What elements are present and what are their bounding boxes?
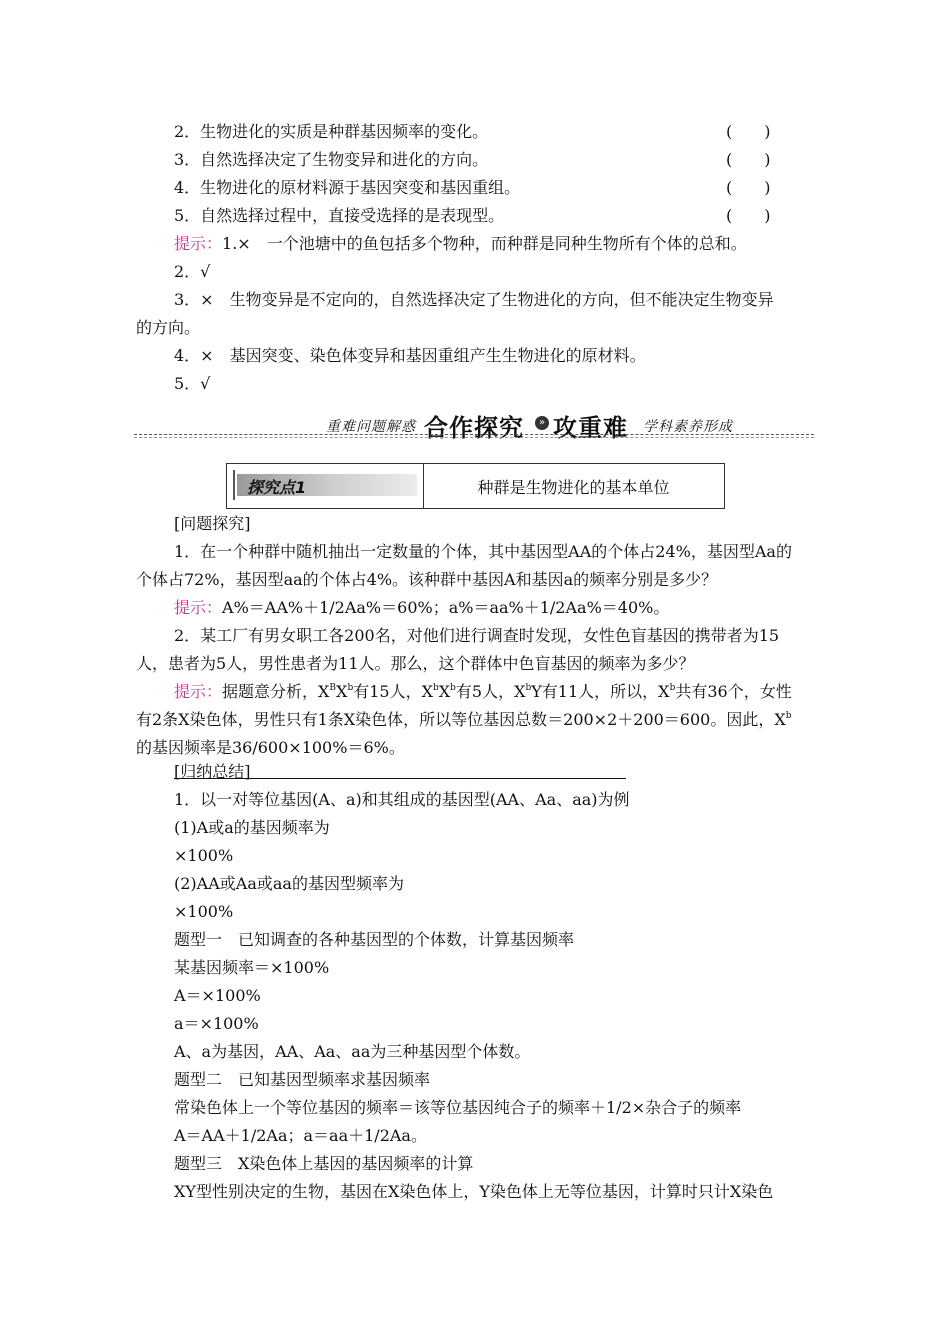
divider — [174, 778, 626, 779]
question-line: 2．某工厂有男女职工各200名，对他们进行调查时发现，女性色盲基因的携带者为15 — [174, 626, 780, 645]
hint-label: 提示： — [174, 234, 223, 253]
summary-line: XY型性别决定的生物，基因在X染色体上，Y染色体上无等位基因，计算时只计X染色 — [174, 1182, 774, 1201]
summary-line: (2)AA或Aa或aa的基因型频率为 — [174, 874, 404, 893]
chevron-right-icon: » — [535, 416, 549, 430]
hint-line: 有2条X染色体，男性只有1条X染色体，所以等位基因总数＝200×2＋200＝600。因此，$X^b$ — [136, 710, 792, 729]
answer-paren: ( ) — [726, 178, 771, 197]
hint-line: 的方向。 — [136, 318, 201, 337]
summary-line: 常染色体上一个等位基因的频率＝该等位基因纯合子的频率＋1/2×杂合子的频率 — [174, 1098, 742, 1117]
summary-line: ×100% — [174, 846, 234, 865]
divider — [134, 434, 814, 435]
hint-line: 提示：1.× 一个池塘中的鱼包括多个物种，而种群是同种生物所有个体的总和。 — [174, 234, 747, 253]
judge-item: 5．自然选择过程中，直接受选择的是表现型。 — [174, 206, 505, 225]
hint-line: 5．√ — [174, 374, 211, 393]
question-line: 个体占72%，基因型aa的个体占4%。该种群中基因A和基因a的频率分别是多少？ — [136, 570, 718, 589]
question-line: 人，患者为5人，男性患者为11人。那么，这个群体中色盲基因的频率为多少？ — [136, 654, 695, 673]
hint-line: 2．√ — [174, 262, 211, 281]
summary-line: 题型三 X染色体上基因的基因频率的计算 — [174, 1154, 474, 1173]
answer-paren: ( ) — [726, 122, 771, 141]
judge-item: 4．生物进化的原材料源于基因突变和基因重组。 — [174, 178, 521, 197]
hint-line: 的基因频率是36/600×100%＝6%。 — [136, 738, 405, 757]
divider — [134, 437, 814, 438]
summary-line: a＝×100% — [174, 1014, 259, 1033]
summary-line: 题型一 已知调查的各种基因型的个体数，计算基因频率 — [174, 930, 575, 949]
hint-line: 提示：A%＝AA%＋1/2Aa%＝60%；a%＝aa%＋1/2Aa%＝40%。 — [174, 598, 670, 617]
judge-item: 3．自然选择决定了生物变异和进化的方向。 — [174, 150, 489, 169]
summary-line: 题型二 已知基因型频率求基因频率 — [174, 1070, 431, 1089]
hint-line: 4．× 基因突变、染色体变异和基因重组产生生物进化的原材料。 — [174, 346, 646, 365]
explore-tab-label: 探究点1 — [247, 478, 307, 497]
section-bar-left: 重难问题解惑 — [326, 419, 416, 435]
hint-label: 提示： — [174, 682, 223, 701]
explore-box — [226, 463, 725, 509]
question-heading: [问题探究] — [174, 514, 251, 533]
section-bar-title-1: 合作探究 — [424, 414, 524, 442]
answer-paren: ( ) — [726, 206, 771, 225]
explore-tab — [227, 464, 424, 508]
summary-heading: [归纳总结] — [174, 762, 251, 781]
judge-item: 2．生物进化的实质是种群基因频率的变化。 — [174, 122, 489, 141]
hint-label: 提示： — [174, 598, 223, 617]
answer-paren: ( ) — [726, 150, 771, 169]
question-line: 1．在一个种群中随机抽出一定数量的个体，其中基因型AA的个体占24%，基因型Aa的 — [174, 542, 792, 561]
summary-line: A＝×100% — [174, 986, 261, 1005]
explore-title: 种群是生物进化的基本单位 — [477, 478, 670, 497]
section-bar-title-2: 攻重难 — [553, 414, 628, 442]
summary-line: A＝AA＋1/2Aa；a＝aa＋1/2Aa。 — [174, 1126, 427, 1145]
hint-line: 提示：据题意分析，$X^BX^b$有15人，$X^bX^b$有5人，$X^bY$有11人，所以，$X^b$共有36个，女性 — [174, 682, 792, 701]
summary-line: (1)A或a的基因频率为 — [174, 818, 330, 837]
summary-line: 1．以一对等位基因(A、a)和其组成的基因型(AA、Aa、aa)为例 — [174, 790, 630, 809]
summary-line: A、a为基因，AA、Aa、aa为三种基因型个体数。 — [174, 1042, 531, 1061]
summary-line: 某基因频率＝×100% — [174, 958, 330, 977]
hint-line: 3．× 生物变异是不定向的，自然选择决定了生物进化的方向，但不能决定生物变异 — [174, 290, 774, 309]
summary-line: ×100% — [174, 902, 234, 921]
section-bar-right: 学科素养形成 — [643, 419, 733, 435]
